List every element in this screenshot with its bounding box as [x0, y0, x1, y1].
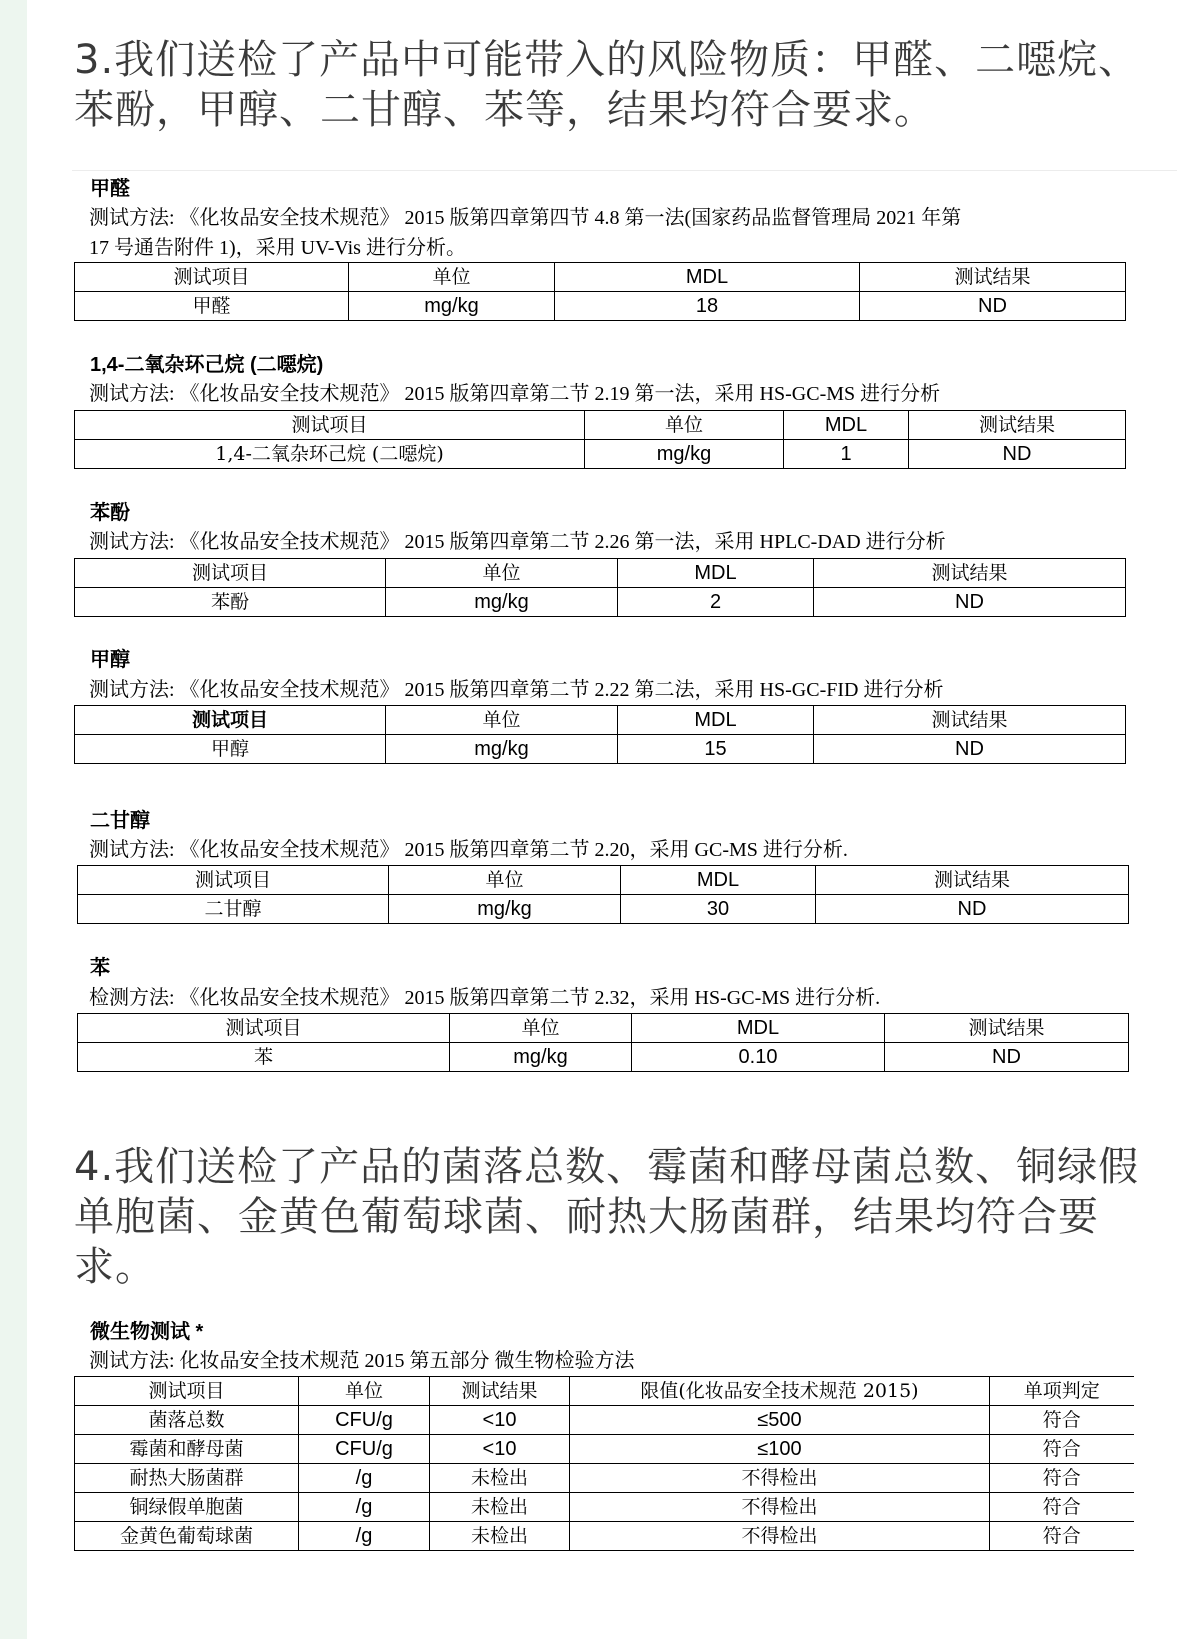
header-cell: 单位 [389, 866, 621, 895]
diethylene-glycol-table [77, 865, 1129, 924]
header-cell: 测试项目 [75, 263, 349, 292]
table-cell: /g [299, 1522, 430, 1551]
table-cell: <10 [430, 1435, 570, 1464]
method-line: 测试方法: 《化妆品安全技术规范》 2015 版第四章第四节 4.8 第一法(国家药品监督管理局 2021 年第 [89, 207, 962, 229]
table-cell: 铜绿假单胞菌 [75, 1493, 299, 1522]
dioxane-table [74, 410, 1126, 469]
header-cell: 测试结果 [860, 263, 1126, 292]
section-title: 二甘醇 [90, 810, 150, 832]
section-title: 甲醛 [90, 178, 130, 200]
header-cell: 单位 [299, 1377, 430, 1406]
table-cell: /g [299, 1464, 430, 1493]
header-cell: 单位 [450, 1014, 632, 1043]
table-cell: CFU/g [299, 1406, 430, 1435]
heading-line: 4.我们送检了产品的菌落总数、霉菌和酵母菌总数、铜绿假 [74, 1144, 1140, 1190]
table-cell: 二甘醇 [78, 895, 389, 924]
section-title: 甲醇 [90, 649, 130, 671]
report-sheet [27, 0, 1200, 1639]
header-cell: 测试项目 [75, 411, 585, 440]
table-header-row [75, 1377, 1134, 1406]
table-cell: mg/kg [386, 588, 618, 617]
header-cell: MDL [618, 559, 814, 588]
table-cell: 耐热大肠菌群 [75, 1464, 299, 1493]
formaldehyde-table [74, 262, 1126, 321]
table-cell: ≤100 [570, 1435, 990, 1464]
heading-line: 苯酚，甲醇、二甘醇、苯等，结果均符合要求。 [74, 87, 935, 133]
header-cell: 单位 [386, 706, 618, 735]
section-title: 苯 [90, 957, 110, 979]
table-cell: ≤500 [570, 1406, 990, 1435]
table-cell: ND [816, 895, 1129, 924]
table-row [75, 292, 1126, 321]
method-line: 测试方法: 《化妆品安全技术规范》 2015 版第四章第二节 2.19 第一法，采用 HS-GC-MS 进行分析 [89, 383, 941, 405]
method-line: 17 号通告附件 1)，采用 UV-Vis 进行分析。 [89, 237, 466, 259]
table-cell: 金黄色葡萄球菌 [75, 1522, 299, 1551]
table-cell: 未检出 [430, 1522, 570, 1551]
table-cell: 甲醇 [75, 735, 386, 764]
table-cell: ND [909, 440, 1126, 469]
table-cell: mg/kg [386, 735, 618, 764]
table-cell: 2 [618, 588, 814, 617]
test-method [89, 675, 1149, 705]
table-cell: 未检出 [430, 1464, 570, 1493]
table-header-row [75, 706, 1126, 735]
test-method: 测试方法: 化妆品安全技术规范 2015 第五部分 微生物检验方法 [89, 1350, 635, 1372]
table-header-row [75, 559, 1126, 588]
header-cell: 限值(化妆品安全技术规范 2015) [570, 1377, 990, 1406]
section-title: 微生物测试 * [90, 1321, 204, 1343]
table-cell: mg/kg [450, 1043, 632, 1072]
table-cell: 符合 [990, 1406, 1134, 1435]
test-method [89, 379, 1149, 409]
table-cell: 不得检出 [570, 1522, 990, 1551]
table-row [75, 1464, 1134, 1493]
table-row [75, 1522, 1134, 1551]
method-line: 测试方法: 《化妆品安全技术规范》 2015 版第四章第二节 2.20，采用 GC-MS 进行分析. [89, 839, 848, 861]
header-cell: 测试结果 [814, 706, 1126, 735]
section3-heading [74, 35, 1174, 135]
header-cell: 测试结果 [814, 559, 1126, 588]
table-row [75, 440, 1126, 469]
method-line: 测试方法: 《化妆品安全技术规范》 2015 版第四章第二节 2.22 第二法，采用 HS-GC-FID 进行分析 [89, 679, 944, 701]
table-cell: mg/kg [389, 895, 621, 924]
header-cell: 测试项目 [75, 1377, 299, 1406]
header-cell: MDL [784, 411, 909, 440]
table-cell: ND [885, 1043, 1129, 1072]
table-cell: /g [299, 1493, 430, 1522]
header-cell: 测试项目 [78, 1014, 450, 1043]
table-row [78, 1043, 1129, 1072]
section-title: 1,4-二氧杂环己烷 (二噁烷) [90, 354, 324, 376]
table-header-row [78, 1014, 1129, 1043]
table-header-row [78, 866, 1129, 895]
section-title: 苯酚 [90, 502, 130, 524]
table-cell: CFU/g [299, 1435, 430, 1464]
table-cell: ND [860, 292, 1126, 321]
table-cell: 符合 [990, 1493, 1134, 1522]
method-line: 测试方法: 《化妆品安全技术规范》 2015 版第四章第二节 2.26 第一法，采用 HPLC-DAD 进行分析 [89, 531, 946, 553]
header-cell: 测试项目 [78, 866, 389, 895]
phenol-table [74, 558, 1126, 617]
table-cell: mg/kg [349, 292, 555, 321]
table-row [75, 1493, 1134, 1522]
methanol-table [74, 705, 1126, 764]
header-cell: 单项判定 [990, 1377, 1134, 1406]
table-cell: mg/kg [585, 440, 784, 469]
table-cell: ND [814, 735, 1126, 764]
table-cell: <10 [430, 1406, 570, 1435]
heading-line: 求。 [74, 1244, 156, 1290]
method-line: 检测方法: 《化妆品安全技术规范》 2015 版第四章第二节 2.32，采用 HS-GC-MS 进行分析. [89, 987, 881, 1009]
table-row [75, 588, 1126, 617]
table-cell: 15 [618, 735, 814, 764]
table-cell: 符合 [990, 1435, 1134, 1464]
header-cell: 单位 [349, 263, 555, 292]
table-cell: 菌落总数 [75, 1406, 299, 1435]
test-method [89, 203, 1149, 263]
header-cell: 单位 [585, 411, 784, 440]
header-cell: MDL [555, 263, 860, 292]
header-cell: 测试结果 [816, 866, 1129, 895]
table-cell: 不得检出 [570, 1493, 990, 1522]
header-cell: MDL [618, 706, 814, 735]
heading-line: 3.我们送检了产品中可能带入的风险物质：甲醛、二噁烷、 [74, 37, 1140, 83]
header-cell: MDL [632, 1014, 885, 1043]
table-cell: 30 [621, 895, 816, 924]
table-cell: 甲醛 [75, 292, 349, 321]
table-cell: 未检出 [430, 1493, 570, 1522]
table-cell: 1 [784, 440, 909, 469]
header-cell: 测试结果 [909, 411, 1126, 440]
table-cell: 霉菌和酵母菌 [75, 1435, 299, 1464]
test-method [89, 835, 1149, 865]
table-header-row [75, 411, 1126, 440]
test-method [89, 527, 1149, 557]
table-cell: 符合 [990, 1464, 1134, 1493]
table-row [78, 895, 1129, 924]
table-row [75, 1406, 1134, 1435]
table-cell: 0.10 [632, 1043, 885, 1072]
header-cell: 测试结果 [885, 1014, 1129, 1043]
table-cell: 苯 [78, 1043, 450, 1072]
table-cell: ND [814, 588, 1126, 617]
section4-heading [74, 1142, 1174, 1292]
table-cell: 符合 [990, 1522, 1134, 1551]
header-cell: 单位 [386, 559, 618, 588]
benzene-table [77, 1013, 1129, 1072]
table-cell: 不得检出 [570, 1464, 990, 1493]
table-row [75, 735, 1126, 764]
header-cell: 测试项目 [75, 706, 386, 735]
test-method [89, 983, 1149, 1013]
microbial-table [74, 1376, 1134, 1551]
divider [72, 170, 1177, 171]
table-cell: 1,4-二氧杂环己烷 (二噁烷) [75, 440, 585, 469]
header-cell: MDL [621, 866, 816, 895]
header-cell: 测试结果 [430, 1377, 570, 1406]
header-cell: 测试项目 [75, 559, 386, 588]
table-header-row [75, 263, 1126, 292]
table-cell: 苯酚 [75, 588, 386, 617]
table-cell: 18 [555, 292, 860, 321]
table-row [75, 1435, 1134, 1464]
heading-line: 单胞菌、金黄色葡萄球菌、耐热大肠菌群，结果均符合要 [74, 1194, 1099, 1240]
